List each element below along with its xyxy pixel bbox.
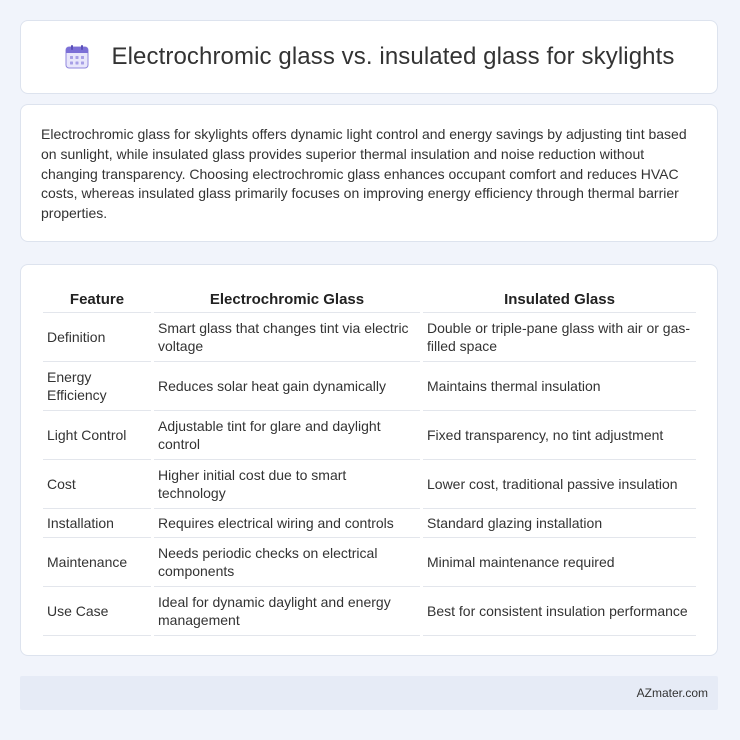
row-electrochromic-cell: Adjustable tint for glare and daylight control bbox=[154, 411, 420, 460]
row-feature-cell: Installation bbox=[43, 509, 151, 538]
row-electrochromic-cell: Higher initial cost due to smart technology bbox=[154, 460, 420, 509]
footer-site-name: AZmater.com bbox=[636, 686, 708, 700]
row-insulated-cell: Double or triple-pane glass with air or gas-filled space bbox=[423, 313, 696, 362]
table-row bbox=[43, 587, 696, 636]
summary-card bbox=[20, 104, 718, 242]
comparison-table bbox=[40, 283, 699, 636]
footer bbox=[20, 676, 718, 710]
row-insulated-cell: Standard glazing installation bbox=[423, 509, 696, 538]
column-header-feature: Feature bbox=[43, 283, 151, 313]
title-card bbox=[20, 20, 718, 94]
table-row bbox=[43, 538, 696, 587]
row-insulated-cell: Lower cost, traditional passive insulation bbox=[423, 460, 696, 509]
column-header-insulated: Insulated Glass bbox=[423, 283, 696, 313]
table-row bbox=[43, 509, 696, 538]
summary-text: Electrochromic glass for skylights offers dynamic light control and energy savings by adjusting tint based on sunlight, while insulated glass provides superior thermal insulation and noise reduction without changing transparency. Choosing electrochromic glass enhances occupant comfort and reduces HVAC costs, whereas insulated glass primarily focuses on improving energy efficiency through thermal barrier properties. bbox=[41, 126, 687, 222]
row-feature-cell: Light Control bbox=[43, 411, 151, 460]
column-header-electrochromic: Electrochromic Glass bbox=[154, 283, 420, 313]
row-electrochromic-cell: Reduces solar heat gain dynamically bbox=[154, 362, 420, 411]
calendar-icon bbox=[64, 44, 90, 70]
table-header-row bbox=[43, 283, 696, 313]
row-electrochromic-cell: Smart glass that changes tint via electric voltage bbox=[154, 313, 420, 362]
row-insulated-cell: Best for consistent insulation performance bbox=[423, 587, 696, 636]
comparison-table-card bbox=[20, 264, 718, 656]
table-row bbox=[43, 313, 696, 362]
page-title: Electrochromic glass vs. insulated glass for skylights bbox=[111, 43, 675, 70]
table-row bbox=[43, 362, 696, 411]
row-electrochromic-cell: Needs periodic checks on electrical components bbox=[154, 538, 420, 587]
row-feature-cell: Energy Efficiency bbox=[43, 362, 151, 411]
row-electrochromic-cell: Requires electrical wiring and controls bbox=[154, 509, 420, 538]
row-feature-cell: Definition bbox=[43, 313, 151, 362]
row-feature-cell: Maintenance bbox=[43, 538, 151, 587]
row-electrochromic-cell: Ideal for dynamic daylight and energy management bbox=[154, 587, 420, 636]
row-feature-cell: Use Case bbox=[43, 587, 151, 636]
row-feature-cell: Cost bbox=[43, 460, 151, 509]
table-row bbox=[43, 460, 696, 509]
row-insulated-cell: Maintains thermal insulation bbox=[423, 362, 696, 411]
row-insulated-cell: Fixed transparency, no tint adjustment bbox=[423, 411, 696, 460]
table-row bbox=[43, 411, 696, 460]
row-insulated-cell: Minimal maintenance required bbox=[423, 538, 696, 587]
